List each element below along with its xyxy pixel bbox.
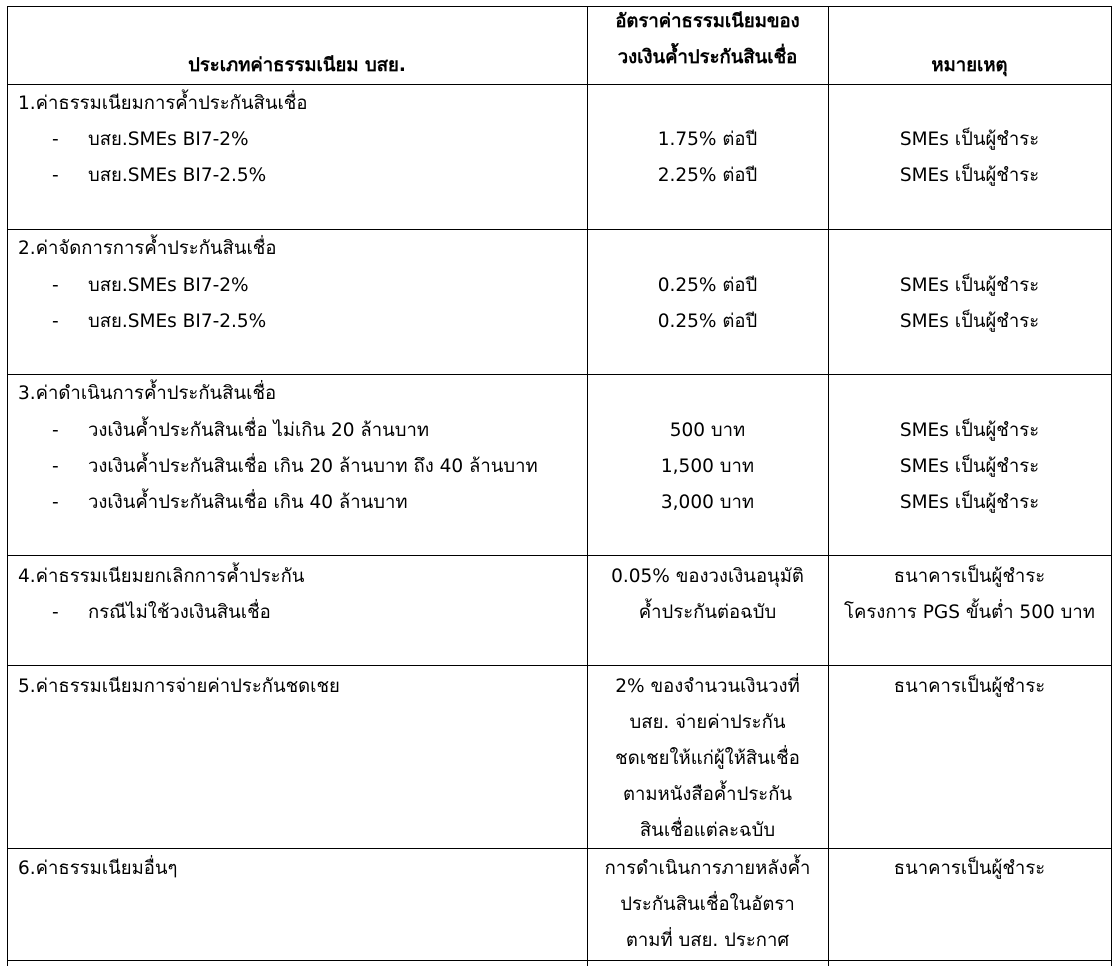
bullet: - (52, 129, 59, 150)
rate-cell (587, 851, 828, 959)
row-title: 4.ค่าธรรมเนียมยกเลิกการค้ำประกัน (18, 566, 305, 587)
rate-line: ตามหนังสือค้ำประกัน (622, 784, 793, 805)
rate-line: สินเชื่อแต่ละฉบับ (639, 820, 776, 841)
item-label: วงเงินค้ำประกันสินเชื่อ ไม่เกิน 20 ล้านบาท (88, 420, 430, 441)
rate-cell (587, 669, 828, 849)
table-border-top (7, 6, 1112, 7)
rate-line: การดำเนินการภายหลังค้ำ (604, 858, 811, 879)
header-rate-line1: อัตราค่าธรรมเนียมของ (615, 11, 800, 32)
rate-line: 0.05% ของวงเงินอนุมัติ (611, 566, 804, 587)
row-divider (7, 665, 1112, 666)
rate-line: บสย. จ่ายค่าประกัน (629, 712, 786, 733)
bullet: - (52, 311, 59, 332)
row-divider (7, 555, 1112, 556)
remark-value: SMEs เป็นผู้ชำระ (899, 165, 1040, 186)
rate-line: ตามที่ บสย. ประกาศ (625, 930, 790, 951)
row-divider (7, 84, 1112, 85)
remark-value: SMEs เป็นผู้ชำระ (899, 129, 1040, 150)
item-label: บสย.SMEs BI7-2.5% (88, 311, 267, 332)
rate-line: ประกันสินเชื่อในอัตรา (620, 894, 795, 915)
rate-line: ชดเชยให้แก่ผู้ให้สินเชื่อ (615, 748, 800, 769)
remark-value: ธนาคารเป็นผู้ชำระ (893, 676, 1046, 697)
remark-value: SMEs เป็นผู้ชำระ (899, 420, 1040, 441)
rate-value: 1.75% ต่อปี (657, 129, 758, 150)
rate-value: 0.25% ต่อปี (657, 275, 758, 296)
table-border-left (7, 6, 8, 966)
rate-line: 2% ของจำนวนเงินวงที่ (615, 676, 800, 697)
table-border-right (1111, 6, 1112, 966)
bullet: - (52, 420, 59, 441)
rate-cell (587, 559, 828, 631)
row-title: 2.ค่าจัดการการค้ำประกันสินเชื่อ (18, 238, 277, 259)
rate-value: 2.25% ต่อปี (657, 165, 758, 186)
row-divider (7, 848, 1112, 849)
rate-value: 0.25% ต่อปี (657, 311, 758, 332)
rate-value: 500 บาท (669, 420, 746, 441)
header-remark: หมายเหตุ (931, 55, 1008, 76)
row-divider (7, 229, 1112, 230)
remark-value: SMEs เป็นผู้ชำระ (899, 492, 1040, 513)
item-label: วงเงินค้ำประกันสินเชื่อ เกิน 40 ล้านบาท (88, 492, 408, 513)
item-label: บสย.SMEs BI7-2.5% (88, 165, 267, 186)
rate-line: ค้ำประกันต่อฉบับ (638, 602, 777, 623)
remark-cell (828, 559, 1111, 631)
remark-line: โครงการ PGS ขั้นต่ำ 500 บาท (844, 602, 1095, 623)
header-rate-line2: วงเงินค้ำประกันสินเชื่อ (617, 47, 798, 68)
row-title: 5.ค่าธรรมเนียมการจ่ายค่าประกันชดเชย (18, 676, 340, 697)
bullet: - (52, 456, 59, 477)
rate-value: 3,000 บาท (660, 492, 755, 513)
row-title: 3.ค่าดำเนินการค้ำประกันสินเชื่อ (18, 383, 277, 404)
remark-value: SMEs เป็นผู้ชำระ (899, 311, 1040, 332)
row-divider (7, 374, 1112, 375)
item-label: กรณีไม่ใช้วงเงินสินเชื่อ (88, 602, 271, 623)
bullet: - (52, 492, 59, 513)
bullet: - (52, 275, 59, 296)
item-label: วงเงินค้ำประกันสินเชื่อ เกิน 20 ล้านบาท ถึง 40 ล้านบาท (88, 456, 538, 477)
row-title: 1.ค่าธรรมเนียมการค้ำประกันสินเชื่อ (18, 93, 308, 114)
remark-value: SMEs เป็นผู้ชำระ (899, 275, 1040, 296)
remark-value: SMEs เป็นผู้ชำระ (899, 456, 1040, 477)
row-divider (7, 960, 1112, 961)
item-label: บสย.SMEs BI7-2% (88, 275, 249, 296)
remark-value: ธนาคารเป็นผู้ชำระ (893, 858, 1046, 879)
bullet: - (52, 165, 59, 186)
rate-value: 1,500 บาท (660, 456, 755, 477)
remark-line: ธนาคารเป็นผู้ชำระ (893, 566, 1046, 587)
row-title: 6.ค่าธรรมเนียมอื่นๆ (18, 858, 178, 879)
header-fee-type: ประเภทค่าธรรมเนียม บสย. (188, 55, 406, 76)
bullet: - (52, 602, 59, 623)
item-label: บสย.SMEs BI7-2% (88, 129, 249, 150)
